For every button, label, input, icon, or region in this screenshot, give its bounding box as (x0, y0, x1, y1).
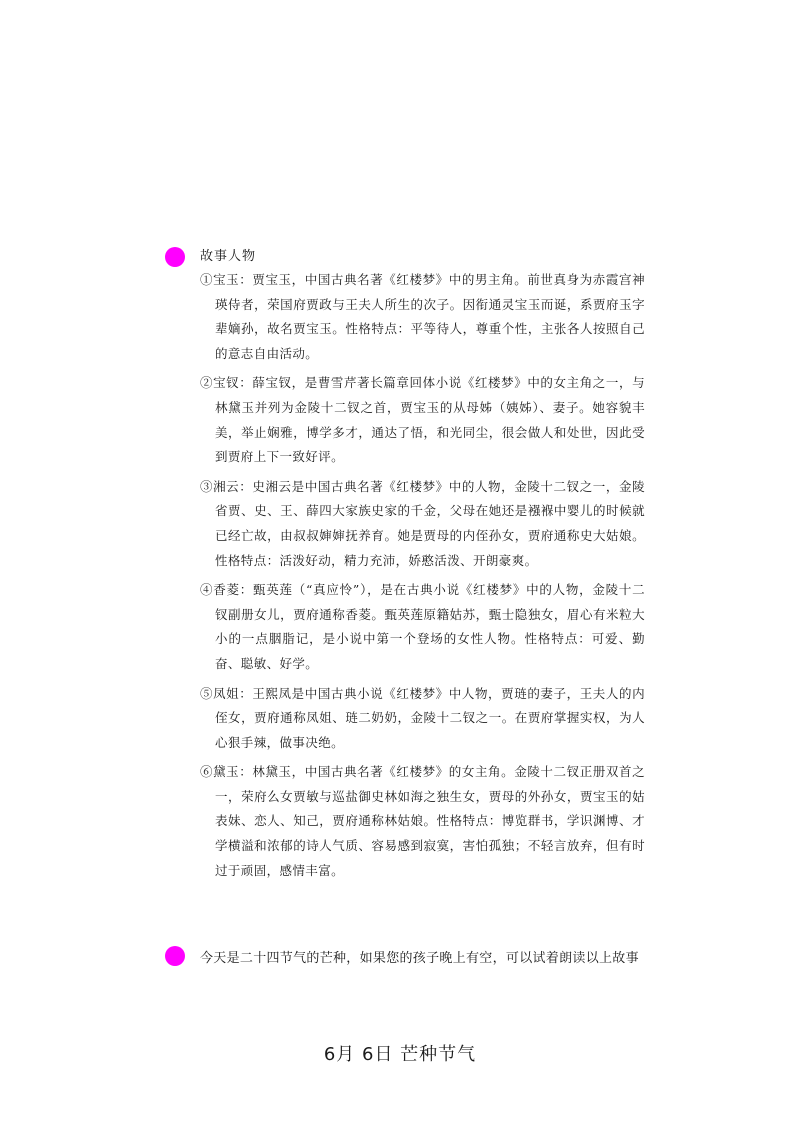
item-marker: ② (200, 375, 214, 391)
character-item-xiangyun (200, 475, 645, 573)
item-text: 凤姐：王熙凤是中国古典小说《红楼梦》中人物，贾琏的妻子，王夫人的内侄女，贾府通称凤姐、琏二奶奶，金陵十二钗之一。在贾府掌握实权，为人心狠手辣，做事决绝。 (213, 685, 645, 750)
character-item-xiangling (200, 578, 645, 676)
character-list (200, 268, 645, 888)
closing-note: 今天是二十四节气的芒种，如果您的孩子晚上有空，可以试着朗读以上故事 (200, 951, 639, 966)
character-item-daiyu (200, 760, 645, 883)
closing-bullet-icon (165, 946, 185, 966)
item-text: 宝玉：贾宝玉，中国古典名著《红楼梦》中的男主角。前世真身为赤霞宫神瑛侍者，荣国府贾政与王夫人所生的次子。因衔通灵宝玉而诞，系贾府玉字辈嫡孙，故名贾宝玉。性格特点：平等待人，尊重个性，主张各人按照自己的意志自由活动。 (213, 272, 645, 361)
character-item-baochai (200, 371, 645, 469)
item-marker: ⑥ (200, 764, 214, 780)
item-marker: ⑤ (200, 685, 214, 701)
item-marker: ③ (200, 478, 214, 494)
character-item-baoyu (200, 268, 645, 366)
section-title: 故事人物 (200, 249, 257, 264)
page-caption: 6月 6日 芒种节气 (323, 1044, 477, 1065)
section-bullet-icon (165, 247, 185, 267)
item-text: 香菱：甄英莲（“真应怜”），是在古典小说《红楼梦》中的人物，金陵十二钗副册女儿，贾府通称香菱。甄英莲原籍姑苏，甄士隐独女，眉心有米粒大小的一点胭脂记，是小说中第一个登场的女性人物。性格特点：可爱、勤奋、聪敏、好学。 (213, 582, 645, 671)
item-text: 宝钗：薛宝钗，是曹雪芹著长篇章回体小说《红楼梦》中的女主角之一，与林黛玉并列为金陵十二钗之首，贾宝玉的从母姊（姨姊）、妻子。她容貌丰美，举止娴雅，博学多才，通达了悟，和光同尘，很会做人和处世，因此受到贾府上下一致好评。 (213, 375, 645, 465)
item-marker: ① (200, 272, 214, 287)
character-item-fengjie (200, 682, 645, 756)
item-text: 黛玉：林黛玉，中国古典名著《红楼梦》的女主角。金陵十二钗正册双首之一，荣府么女贾敏与巡盐御史林如海之独生女，贾母的外孙女，贾宝玉的姑表妹、恋人、知己，贾府通称林姑娘。性格特点：博览群书，学识渊博、才学横溢和浓郁的诗人气质、容易感到寂寞，害怕孤独；不轻言放弃，但有时过于顽固，感情丰富。 (213, 764, 645, 878)
item-text: 湘云：史湘云是中国古典名著《红楼梦》中的人物，金陵十二钗之一，金陵省贾、史、王、薛四大家族史家的千金，父母在她还是襁褓中婴儿的时候就已经亡故，由叔叔婶婶抚养育。她是贾母的内侄孙女，贾府通称史大姑娘。性格特点：活泼好动，精力充沛，娇憨活泼、开朗豪爽。 (213, 478, 645, 568)
item-marker: ④ (200, 582, 214, 598)
